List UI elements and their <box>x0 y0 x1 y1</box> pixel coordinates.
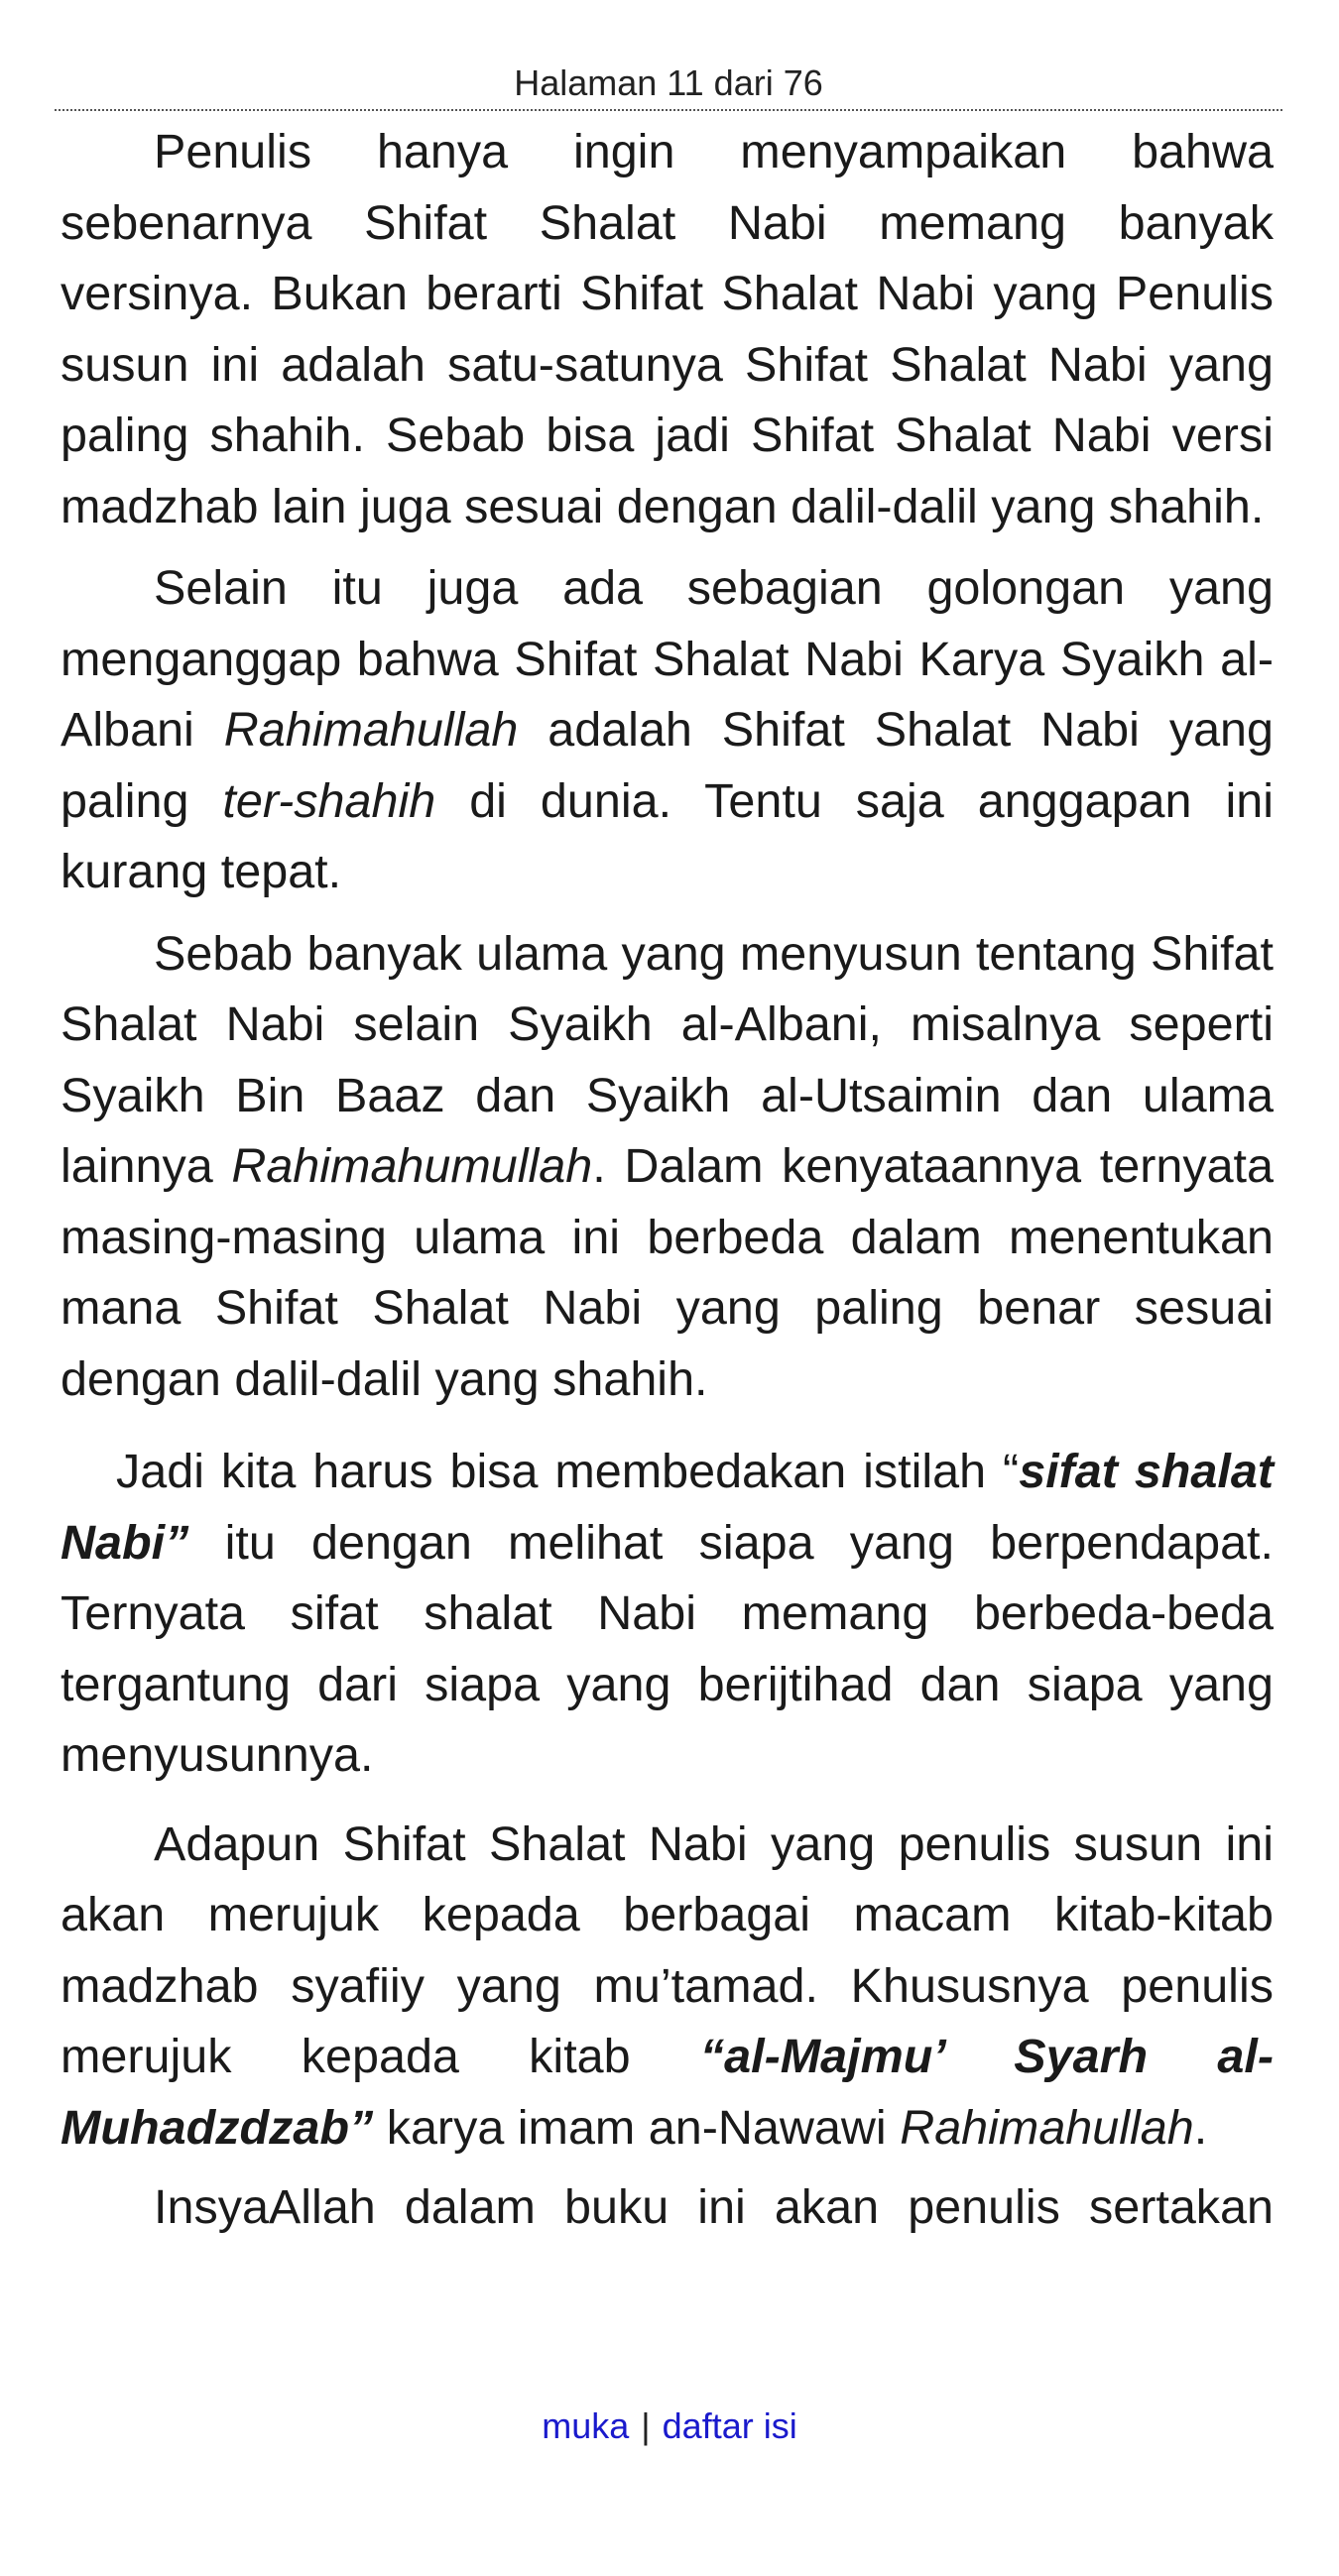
paragraph-1 <box>61 117 1274 542</box>
paragraph-text: karya imam an-Nawawi <box>373 2100 901 2155</box>
paragraph-3 <box>61 919 1274 1416</box>
table-of-contents-link[interactable]: daftar isi <box>662 2405 797 2446</box>
paragraph-text: Jadi kita harus bisa membedakan istilah “ <box>116 1445 1020 1498</box>
italic-term: Rahimahullah <box>900 2100 1194 2155</box>
paragraph-text: . <box>1193 2100 1208 2155</box>
paragraph-text: Adapun Shifat Shalat Nabi yang penulis susun ini akan merujuk kepada berbagai macam kitab-kitab madzhab syafiiy yang mu’tamad. Khususnya penulis merujuk kepada kitab <box>61 1816 1274 2083</box>
document-body <box>61 117 1274 2244</box>
paragraph-2 <box>61 553 1274 908</box>
italic-term: Rahimahullah <box>223 703 519 757</box>
italic-term: ter-shahih <box>222 773 436 828</box>
footer-navigation <box>0 2401 1339 2451</box>
paragraph-5 <box>61 1810 1274 2165</box>
paragraph-text: di dunia. Tentu saja anggapan ini kurang tepat. <box>61 773 1274 898</box>
paragraph-text: adalah Shifat Shalat Nabi yang paling <box>61 703 1275 828</box>
paragraph-text: itu dengan melihat siapa yang berpendapat. Ternyata sifat shalat Nabi memang berbeda-beda tergantung dari siapa yang berijtihad dan siapa yang menyusunnya. <box>61 1515 1274 1782</box>
paragraph-6 <box>61 2172 1274 2244</box>
paragraph-4 <box>61 1437 1274 1792</box>
page-header <box>55 58 1282 111</box>
italic-term: Rahimahumullah <box>231 1139 593 1193</box>
bold-italic-term: sifat shalat Nabi” <box>61 1445 1274 1570</box>
paragraph-text: InsyaAllah dalam buku ini akan penulis sertakan <box>154 2180 1274 2234</box>
paragraph-text: . Dalam kenyataannya ternyata masing-masing ulama ini berbeda dalam menentukan mana Shifat Shalat Nabi yang paling benar sesuai dengan dalil-dalil yang shahih. <box>61 1139 1274 1406</box>
paragraph-text: Sebab banyak ulama yang menyusun tentang Shifat Shalat Nabi selain Syaikh al-Albani, misalnya seperti Syaikh Bin Baaz dan Syaikh al-Utsaimin dan ulama lainnya <box>61 926 1274 1193</box>
bold-italic-term: “al-Majmu’ Syarh al-Muhadzdzab” <box>61 2030 1274 2155</box>
home-link[interactable]: muka <box>542 2405 630 2446</box>
paragraph-text: Selain itu juga ada sebagian golongan yang menganggap bahwa Shifat Shalat Nabi Karya Syaikh al-Albani <box>61 561 1274 757</box>
page-number-label: Halaman 11 dari 76 <box>514 62 823 103</box>
nav-separator: | <box>641 2405 651 2446</box>
paragraph-text: Penulis hanya ingin menyampaikan bahwa sebenarnya Shifat Shalat Nabi memang banyak versinya. Bukan berarti Shifat Shalat Nabi yang Penulis susun ini adalah satu-satunya Shifat Shalat Nabi yang paling shahih. Sebab bisa jadi Shifat Shalat Nabi versi madzhab lain juga sesuai dengan dalil-dalil yang shahih. <box>61 125 1274 533</box>
